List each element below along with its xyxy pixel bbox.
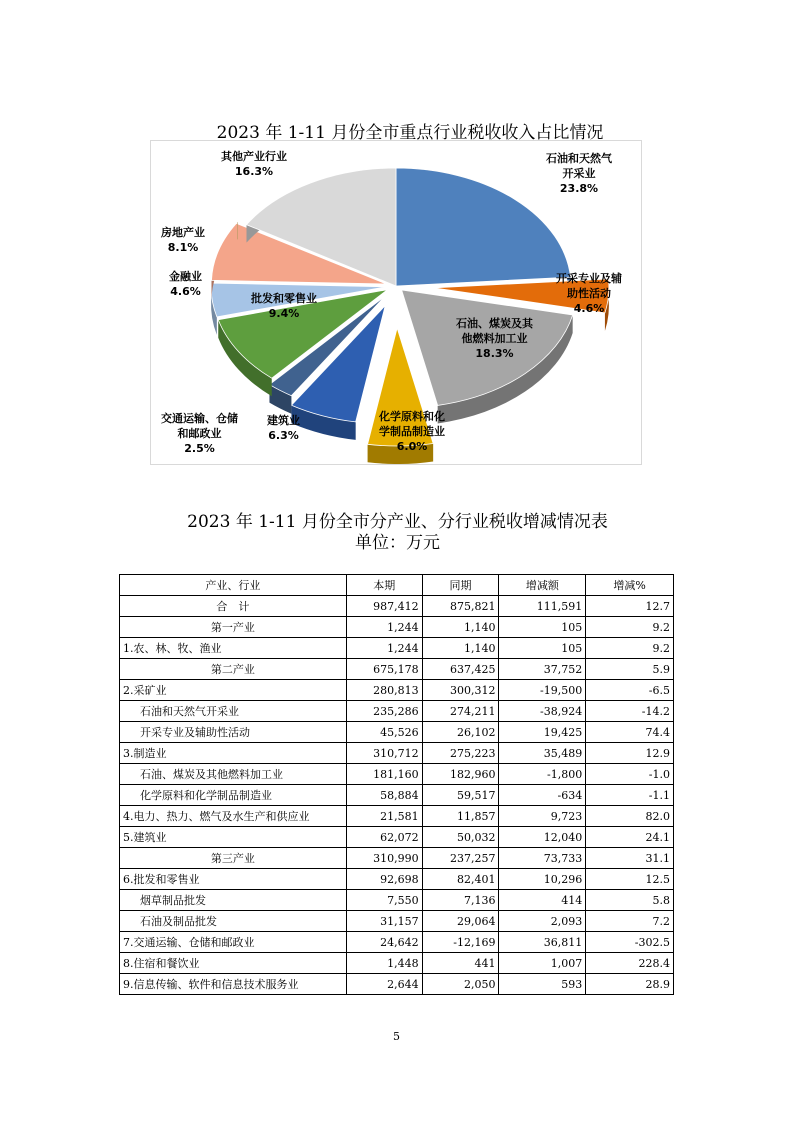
pie-label	[456, 316, 533, 361]
row-industry-name: 开采专业及辅助性活动	[120, 722, 347, 743]
row-previous-value: 29,064	[422, 911, 499, 932]
table-body	[120, 596, 674, 995]
table-row	[120, 743, 674, 764]
row-change-pct: 28.9	[586, 974, 674, 995]
table-row	[120, 848, 674, 869]
row-previous-value: 2,050	[422, 974, 499, 995]
pie-chart	[150, 140, 642, 465]
row-industry-name: 石油和天然气开采业	[120, 701, 347, 722]
table-row	[120, 974, 674, 995]
table-row	[120, 680, 674, 701]
row-current-value: 280,813	[346, 680, 422, 701]
row-change-value: 2,093	[499, 911, 586, 932]
row-current-value: 987,412	[346, 596, 422, 617]
row-current-value: 45,526	[346, 722, 422, 743]
pie-label-value: 16.3%	[234, 165, 274, 178]
row-industry-name: 8.住宿和餐饮业	[120, 953, 347, 974]
row-change-pct: 12.7	[586, 596, 674, 617]
row-previous-value: 26,102	[422, 722, 499, 743]
header-previous: 同期	[422, 575, 499, 596]
row-current-value: 1,244	[346, 638, 422, 659]
header-change: 增减额	[499, 575, 586, 596]
pie-label-value: 4.6%	[573, 302, 605, 315]
row-current-value: 21,581	[346, 806, 422, 827]
row-industry-name: 烟草制品批发	[120, 890, 347, 911]
row-change-value: 105	[499, 638, 586, 659]
pie-label-name: 交通运输、仓储	[161, 412, 238, 425]
row-change-pct: -302.5	[586, 932, 674, 953]
table-row	[120, 953, 674, 974]
row-current-value: 1,448	[346, 953, 422, 974]
pie-label	[221, 149, 287, 179]
row-current-value: 235,286	[346, 701, 422, 722]
row-current-value: 1,244	[346, 617, 422, 638]
table-row	[120, 659, 674, 680]
row-change-pct: 7.2	[586, 911, 674, 932]
row-previous-value: 275,223	[422, 743, 499, 764]
row-industry-name: 石油、煤炭及其他燃料加工业	[120, 764, 347, 785]
pie-label-name: 金融业	[169, 270, 202, 283]
pie-label-name: 其他产业行业	[221, 150, 287, 163]
pie-label-value: 2.5%	[184, 442, 215, 455]
row-change-pct: 82.0	[586, 806, 674, 827]
table-row	[120, 785, 674, 806]
row-previous-value: 59,517	[422, 785, 499, 806]
pie-label-name: 房地产业	[161, 226, 205, 239]
pie-label-name: 他燃料加工业	[461, 332, 528, 345]
row-previous-value: 182,960	[422, 764, 499, 785]
table-row	[120, 701, 674, 722]
table-row	[120, 638, 674, 659]
table-row	[120, 827, 674, 848]
table-row	[120, 932, 674, 953]
pie-label-value: 23.8%	[559, 182, 599, 195]
row-change-value: -19,500	[499, 680, 586, 701]
row-change-value: 111,591	[499, 596, 586, 617]
row-previous-value: 50,032	[422, 827, 499, 848]
row-change-pct: 12.5	[586, 869, 674, 890]
row-change-pct: 74.4	[586, 722, 674, 743]
pie-label-name: 石油、煤炭及其	[456, 317, 533, 330]
table-row	[120, 869, 674, 890]
row-industry-name: 第三产业	[120, 848, 347, 869]
row-change-pct: 12.9	[586, 743, 674, 764]
pie-label-name: 建筑业	[267, 414, 300, 427]
row-current-value: 58,884	[346, 785, 422, 806]
row-current-value: 62,072	[346, 827, 422, 848]
row-current-value: 675,178	[346, 659, 422, 680]
row-current-value: 92,698	[346, 869, 422, 890]
row-previous-value: 1,140	[422, 638, 499, 659]
row-industry-name: 6.批发和零售业	[120, 869, 347, 890]
pie-label-name: 石油和天然气	[546, 152, 612, 165]
table-row	[120, 806, 674, 827]
row-change-value: 105	[499, 617, 586, 638]
pie-label-name: 化学原料和化	[379, 410, 445, 423]
table-header-row	[120, 575, 674, 596]
row-change-value: 73,733	[499, 848, 586, 869]
row-change-value: 9,723	[499, 806, 586, 827]
pie-label-name: 开采专业及辅	[556, 272, 622, 285]
chart-title: 2023 年 1-11 月份全市重点行业税收收入占比情况	[216, 123, 604, 143]
row-change-pct: 31.1	[586, 848, 674, 869]
row-change-pct: 9.2	[586, 638, 674, 659]
table-title	[120, 512, 675, 554]
table-row	[120, 596, 674, 617]
row-current-value: 310,712	[346, 743, 422, 764]
pie-label	[546, 151, 612, 196]
row-industry-name: 3.制造业	[120, 743, 347, 764]
row-industry-name: 1.农、林、牧、渔业	[120, 638, 347, 659]
row-previous-value: 7,136	[422, 890, 499, 911]
row-change-value: 19,425	[499, 722, 586, 743]
row-change-pct: -6.5	[586, 680, 674, 701]
row-change-pct: -14.2	[586, 701, 674, 722]
row-industry-name: 石油及制品批发	[120, 911, 347, 932]
row-previous-value: 300,312	[422, 680, 499, 701]
pie-label	[251, 291, 317, 321]
row-current-value: 31,157	[346, 911, 422, 932]
pie-slice	[396, 168, 571, 286]
row-change-value: 414	[499, 890, 586, 911]
row-change-value: 593	[499, 974, 586, 995]
pie-label-value: 18.3%	[475, 347, 514, 360]
pie-label	[556, 271, 622, 316]
header-current: 本期	[346, 575, 422, 596]
pie-label-value: 4.6%	[170, 285, 201, 298]
pie-label	[267, 413, 300, 443]
page-number: 5	[393, 1030, 400, 1043]
row-industry-name: 化学原料和化学制品制造业	[120, 785, 347, 806]
row-current-value: 310,990	[346, 848, 422, 869]
pie-label	[161, 225, 205, 255]
row-change-value: 35,489	[499, 743, 586, 764]
pie-label-value: 6.0%	[396, 440, 428, 453]
header-industry: 产业、行业	[120, 575, 347, 596]
row-industry-name: 合 计	[120, 596, 347, 617]
row-previous-value: -12,169	[422, 932, 499, 953]
table-row	[120, 890, 674, 911]
table-unit: 单位：万元	[355, 533, 440, 553]
row-previous-value: 637,425	[422, 659, 499, 680]
row-previous-value: 237,257	[422, 848, 499, 869]
pie-label-value: 6.3%	[268, 429, 299, 442]
row-previous-value: 11,857	[422, 806, 499, 827]
row-change-value: 1,007	[499, 953, 586, 974]
row-change-value: -38,924	[499, 701, 586, 722]
pie-label-value: 9.4%	[268, 307, 300, 320]
pie-label	[169, 269, 202, 299]
table-row	[120, 764, 674, 785]
row-industry-name: 第一产业	[120, 617, 347, 638]
row-change-pct: 228.4	[586, 953, 674, 974]
pie-label	[161, 411, 238, 456]
row-previous-value: 82,401	[422, 869, 499, 890]
row-industry-name: 2.采矿业	[120, 680, 347, 701]
row-change-pct: 5.8	[586, 890, 674, 911]
row-industry-name: 5.建筑业	[120, 827, 347, 848]
pie-label-name: 批发和零售业	[251, 292, 317, 305]
table-row	[120, 617, 674, 638]
row-current-value: 24,642	[346, 932, 422, 953]
pie-label	[379, 409, 445, 454]
tax-table	[119, 574, 674, 995]
row-change-value: 10,296	[499, 869, 586, 890]
row-change-pct: 9.2	[586, 617, 674, 638]
row-previous-value: 441	[422, 953, 499, 974]
pie-label-value: 8.1%	[167, 241, 199, 254]
row-industry-name: 4.电力、热力、燃气及水生产和供应业	[120, 806, 347, 827]
row-change-pct: -1.0	[586, 764, 674, 785]
table-row	[120, 722, 674, 743]
row-change-value: 36,811	[499, 932, 586, 953]
pie-slice-extra-side	[237, 221, 238, 240]
table-row	[120, 911, 674, 932]
pie-label-name: 开采业	[562, 167, 596, 180]
row-previous-value: 1,140	[422, 617, 499, 638]
row-previous-value: 875,821	[422, 596, 499, 617]
row-change-pct: 24.1	[586, 827, 674, 848]
pie-label-name: 助性活动	[567, 287, 611, 300]
row-change-value: 12,040	[499, 827, 586, 848]
row-industry-name: 9.信息传输、软件和信息技术服务业	[120, 974, 347, 995]
row-current-value: 7,550	[346, 890, 422, 911]
row-industry-name: 第二产业	[120, 659, 347, 680]
table-title-text: 2023 年 1-11 月份全市分产业、分行业税收增减情况表	[187, 512, 608, 532]
row-change-pct: 5.9	[586, 659, 674, 680]
row-industry-name: 7.交通运输、仓储和邮政业	[120, 932, 347, 953]
row-current-value: 2,644	[346, 974, 422, 995]
row-change-pct: -1.1	[586, 785, 674, 806]
row-current-value: 181,160	[346, 764, 422, 785]
row-change-value: -634	[499, 785, 586, 806]
pie-label-name: 和邮政业	[177, 427, 222, 440]
row-change-value: -1,800	[499, 764, 586, 785]
header-change-pct: 增减%	[586, 575, 674, 596]
pie-label-name: 学制品制造业	[379, 425, 445, 438]
row-change-value: 37,752	[499, 659, 586, 680]
row-previous-value: 274,211	[422, 701, 499, 722]
